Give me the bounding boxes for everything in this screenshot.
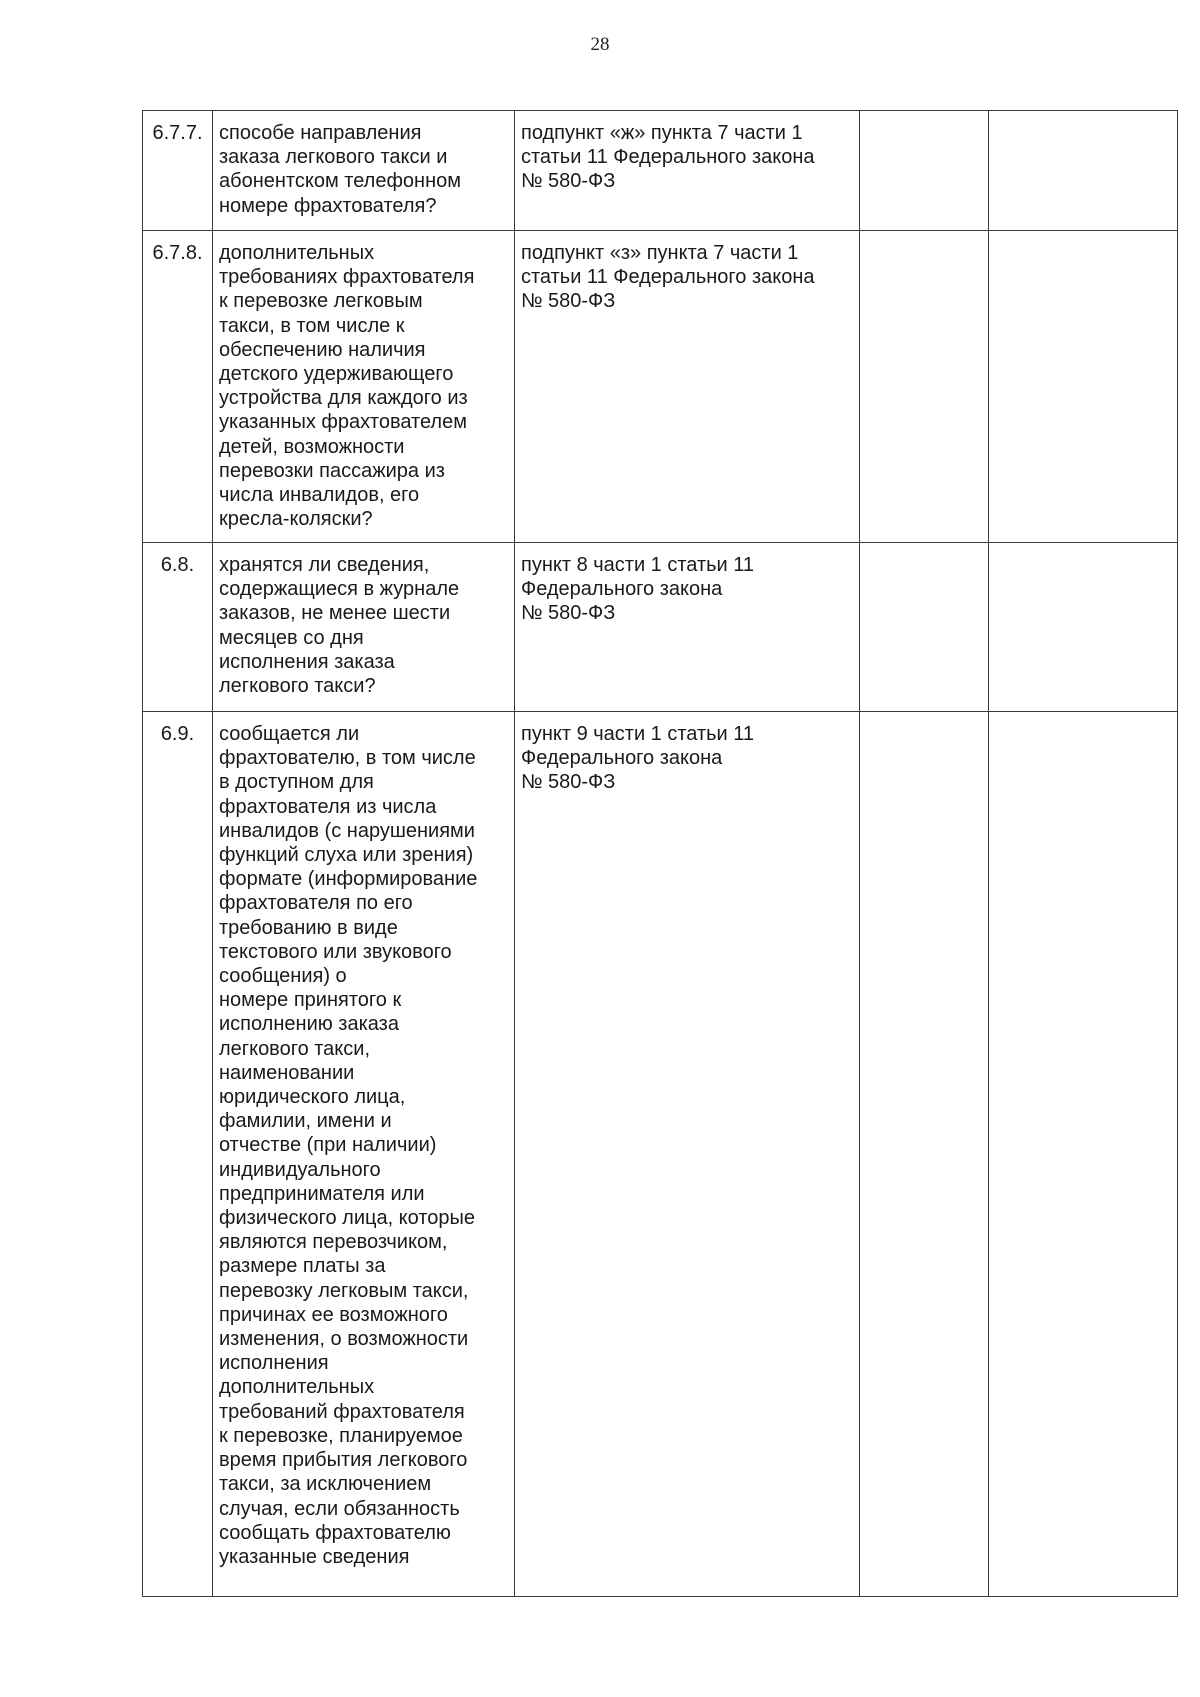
answer-cell[interactable] [860, 543, 989, 712]
checklist-table [142, 110, 1178, 1597]
question-text: хранятся ли сведения, содержащиеся в журнале заказов, не менее шести месяцев со дня исполнения заказа легкового такси? [213, 543, 515, 712]
note-cell[interactable] [989, 543, 1178, 712]
note-cell[interactable] [989, 231, 1178, 543]
note-cell[interactable] [989, 712, 1178, 1597]
item-number: 6.7.8. [143, 231, 213, 543]
answer-cell[interactable] [860, 111, 989, 231]
legal-reference: пункт 9 части 1 статьи 11 Федерального закона № 580-ФЗ [515, 712, 860, 1597]
item-number: 6.9. [143, 712, 213, 1597]
legal-reference: подпункт «ж» пункта 7 части 1 статьи 11 Федерального закона № 580-ФЗ [515, 111, 860, 231]
table-row [143, 712, 1178, 1597]
table-row [143, 111, 1178, 231]
item-number: 6.8. [143, 543, 213, 712]
table-row [143, 231, 1178, 543]
answer-cell[interactable] [860, 231, 989, 543]
page-number: 28 [590, 34, 610, 55]
note-cell[interactable] [989, 111, 1178, 231]
answer-cell[interactable] [860, 712, 989, 1597]
legal-reference: пункт 8 части 1 статьи 11 Федерального закона № 580-ФЗ [515, 543, 860, 712]
table-row [143, 543, 1178, 712]
question-text: способе направления заказа легкового такси и абонентском телефонном номере фрахтователя? [213, 111, 515, 231]
item-number: 6.7.7. [143, 111, 213, 231]
question-text: сообщается ли фрахтователю, в том числе в доступном для фрахтователя из числа инвалидов (с нарушениями функций слуха или зрения) формате (информирование фрахтователя по его требованию в виде текстового или звукового сообщения) о номере принятого к исполнению заказа легкового такси, наименовании юридического лица, фамилии, имени и отчестве (при наличии) индивидуального предпринимателя или физического лица, которые являются перевозчиком, размере платы за перевозку легковым такси, причинах ее возможного изменения, о возможности исполнения дополнительных требований фрахтователя к перевозке, планируемое время прибытия легкового такси, за исключением случая, если обязанность сообщать фрахтователю указанные сведения [213, 712, 515, 1597]
question-text: дополнительных требованиях фрахтователя к перевозке легковым такси, в том числе к обеспечению наличия детского удерживающего устройства для каждого из указанных фрахтователем детей, возможности перевозки пассажира из числа инвалидов, его кресла-коляски? [213, 231, 515, 543]
legal-reference: подпункт «з» пункта 7 части 1 статьи 11 Федерального закона № 580-ФЗ [515, 231, 860, 543]
